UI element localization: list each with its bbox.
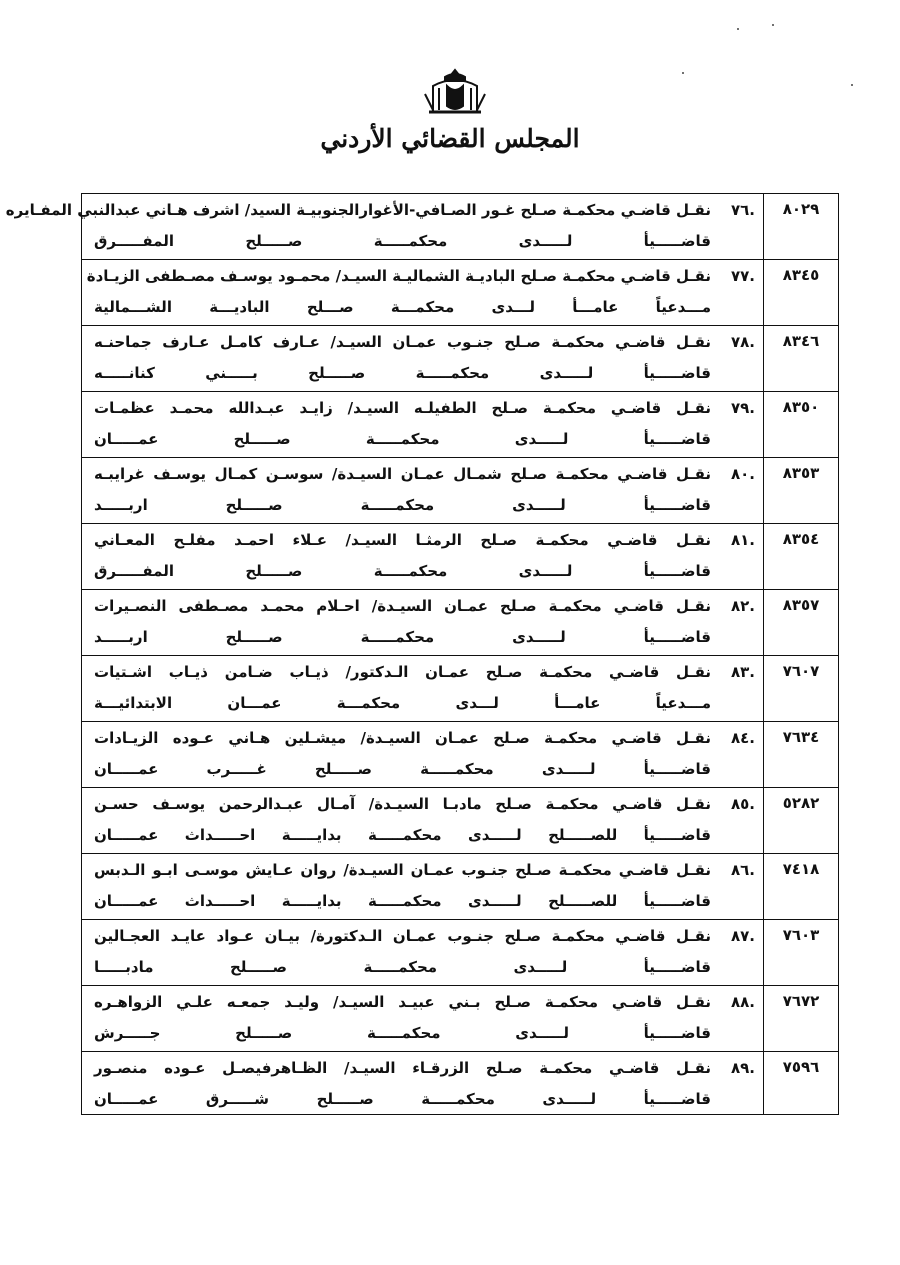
decision-number: ٨٠٢٩ bbox=[764, 194, 839, 260]
decision-number: ٧٦٠٣ bbox=[764, 920, 839, 986]
decision-text-cell bbox=[82, 524, 764, 590]
sequence-number: .٨١ bbox=[730, 531, 755, 549]
decision-text-cell bbox=[82, 986, 764, 1052]
table-row bbox=[82, 458, 839, 524]
table-row bbox=[82, 260, 839, 326]
decision-number: ٧٦٣٤ bbox=[764, 722, 839, 788]
new-position: قاضـــــيأ للصـــــلح لـــــدى محكمـــــة بدايـــــة احـــــداث عمـــــان bbox=[94, 892, 711, 910]
table-row bbox=[82, 1052, 839, 1115]
decision-number: ٧٦٧٢ bbox=[764, 986, 839, 1052]
decision-text-cell bbox=[82, 722, 764, 788]
table-row bbox=[82, 326, 839, 392]
sequence-number: .٨٢ bbox=[730, 597, 755, 615]
decision-number: ٧٥٩٦ bbox=[764, 1052, 839, 1115]
sequence-number: .٨٥ bbox=[730, 795, 755, 813]
new-position: قاضـــــيأ لـــــدى محكمـــــة صـــــلح اربـــــد bbox=[94, 496, 711, 514]
decision-text-cell bbox=[5, 194, 764, 260]
sequence-number: .٧٧ bbox=[730, 267, 755, 285]
new-position: قاضـــــيأ لـــــدى محكمـــــة صـــــلح مادبـــــا bbox=[94, 958, 711, 976]
transfer-statement: نقـل قاضـي محكمـة صـلح بـني عبيـد السيـد/ وليـد جمعـه علـي الزواهـره bbox=[94, 993, 711, 1011]
sequence-number: .٨٧ bbox=[730, 927, 755, 945]
new-position: قاضـــــيأ لـــــدى محكمـــــة صـــــلح اربـــــد bbox=[94, 628, 711, 646]
sequence-number: .٧٦ bbox=[730, 201, 755, 219]
decision-text-cell bbox=[82, 1052, 764, 1115]
new-position: مـــدعياً عامـــأ لـــدى محكمـــة عمـــان الابتدائيـــة bbox=[94, 694, 711, 712]
decision-number: ٧٦٠٧ bbox=[764, 656, 839, 722]
sequence-number: .٨٩ bbox=[730, 1059, 755, 1077]
transfer-statement: نقـل قاضـي محكمـة صـلح عمـان السيـدة/ ميشـلين هـاني عـوده الزيـادات bbox=[94, 729, 711, 747]
sequence-number: .٧٨ bbox=[730, 333, 755, 351]
decision-number: ٧٤١٨ bbox=[764, 854, 839, 920]
transfer-statement: نقـل قاضـي محكمـة صـلح الرمثـا السيـد/ عـلاء احمـد مفلـح المعـاني bbox=[94, 531, 711, 549]
sequence-number: .٧٩ bbox=[730, 399, 755, 417]
scan-speck bbox=[737, 28, 739, 30]
table-row bbox=[82, 524, 839, 590]
transfer-statement: نقـل قاضـي محكمـة صـلح الزرقـاء السيـد/ الظـاهرفيصـل عـوده منصـور bbox=[94, 1059, 711, 1077]
table-row bbox=[82, 920, 839, 986]
new-position: قاضـــــيأ لـــــدى محكمـــــة صـــــلح عمـــــان bbox=[94, 430, 711, 448]
table-row bbox=[82, 986, 839, 1052]
transfer-statement: نقـل قاضـي محكمـة صـلح جنـوب عمـان الـدكتورة/ بيـان عـواد عايـد العجـالين bbox=[94, 927, 711, 945]
scan-speck bbox=[772, 24, 774, 26]
scan-speck bbox=[851, 84, 853, 86]
table-row bbox=[82, 392, 839, 458]
decisions-table bbox=[5, 193, 839, 1115]
transfer-statement: نقـل قاضـي محكمـة صـلح شمـال عمـان السيـدة/ سوسـن كمـال يوسـف غرايبـه bbox=[94, 465, 711, 483]
table-row bbox=[82, 788, 839, 854]
transfer-statement: نقـل قاضـي محكمـة صـلح جنـوب عمـان السيـدة/ روان عـايش موسـى ابـو الـدبس bbox=[94, 861, 711, 879]
new-position: مـــدعياً عامـــأ لـــدى محكمـــة صـــلح الباديـــة الشـــمالية bbox=[94, 298, 711, 316]
new-position: قاضـــــيأ لـــــدى محكمـــــة صـــــلح بـــــني كنانـــــه bbox=[94, 364, 711, 382]
transfer-statement: نقـل قاضـي محكمـة صـلح الباديـة الشماليـة السيـد/ محمـود يوسـف مصـطفى الزيـادة bbox=[86, 267, 711, 285]
decision-number: ٨٣٥٣ bbox=[764, 458, 839, 524]
transfer-statement: نقـل قاضـي محكمـة صـلح الطفيلـه السيـد/ زايـد عبـدالله محمـد عظمـات bbox=[94, 399, 711, 417]
decision-text-cell bbox=[82, 458, 764, 524]
transfer-statement: نقـل قاضـي محكمـة صـلح عمـان السيـدة/ احـلام محمـد مصـطفى النصـيرات bbox=[94, 597, 711, 615]
sequence-number: .٨٣ bbox=[730, 663, 755, 681]
transfer-statement: نقـل قاضـي محكمـة صـلح جنـوب عمـان السيـد/ عـارف كامـل عـارف جماحنـه bbox=[94, 333, 711, 351]
sequence-number: .٨٠ bbox=[730, 465, 755, 483]
decision-text-cell bbox=[82, 656, 764, 722]
decision-number: ٥٢٨٢ bbox=[764, 788, 839, 854]
new-position: قاضـــــيأ لـــــدى محكمـــــة صـــــلح شـــــرق عمـــــان bbox=[94, 1090, 711, 1108]
decision-number: ٨٣٥٧ bbox=[764, 590, 839, 656]
new-position: قاضـــــيأ للصـــــلح لـــــدى محكمـــــة بدايـــــة احـــــداث عمـــــان bbox=[94, 826, 711, 844]
transfer-statement: نقـل قاضـي محكمـة صـلح غـور الصـافي-الأغوارالجنوبيـة السيد/ اشرف هـاني عبدالنبي المفـايره bbox=[5, 201, 711, 219]
decision-number: ٨٣٤٦ bbox=[764, 326, 839, 392]
new-position: قاضـــــيأ لـــــدى محكمـــــة صـــــلح غـــــرب عمـــــان bbox=[94, 760, 711, 778]
decision-number: ٨٣٤٥ bbox=[764, 260, 839, 326]
decision-text-cell bbox=[82, 260, 764, 326]
sequence-number: .٨٨ bbox=[730, 993, 755, 1011]
decision-number: ٨٣٥٤ bbox=[764, 524, 839, 590]
jordan-coat-of-arms-icon bbox=[421, 68, 489, 118]
new-position: قاضـــــيأ لـــــدى محكمـــــة صـــــلح جـــــرش bbox=[94, 1024, 711, 1042]
decision-text-cell bbox=[82, 326, 764, 392]
new-position: قاضـــــيأ لـــــدى محكمـــــة صـــــلح المفـــــرق bbox=[94, 232, 711, 250]
scan-speck bbox=[682, 72, 684, 74]
council-name: المجلس القضائي الأردني bbox=[320, 124, 580, 153]
table-row bbox=[82, 854, 839, 920]
decision-text-cell bbox=[82, 920, 764, 986]
table-row bbox=[82, 656, 839, 722]
table-row bbox=[82, 590, 839, 656]
decision-text-cell bbox=[82, 590, 764, 656]
new-position: قاضـــــيأ لـــــدى محكمـــــة صـــــلح المفـــــرق bbox=[94, 562, 711, 580]
decision-text-cell bbox=[82, 854, 764, 920]
decision-number: ٨٣٥٠ bbox=[764, 392, 839, 458]
decision-text-cell bbox=[82, 788, 764, 854]
sequence-number: .٨٤ bbox=[730, 729, 755, 747]
transfer-statement: نقـل قاضـي محكمـة صـلح عمـان الـدكتور/ ذيـاب ضـامن ذيـاب اشـتيات bbox=[94, 663, 711, 681]
transfer-statement: نقـل قاضـي محكمـة صـلح مادبـا السيـدة/ آمـال عبـدالرحمن يوسـف حسـن bbox=[94, 795, 711, 813]
sequence-number: .٨٦ bbox=[730, 861, 755, 879]
table-row bbox=[82, 194, 839, 260]
table-row bbox=[82, 722, 839, 788]
decision-text-cell bbox=[82, 392, 764, 458]
